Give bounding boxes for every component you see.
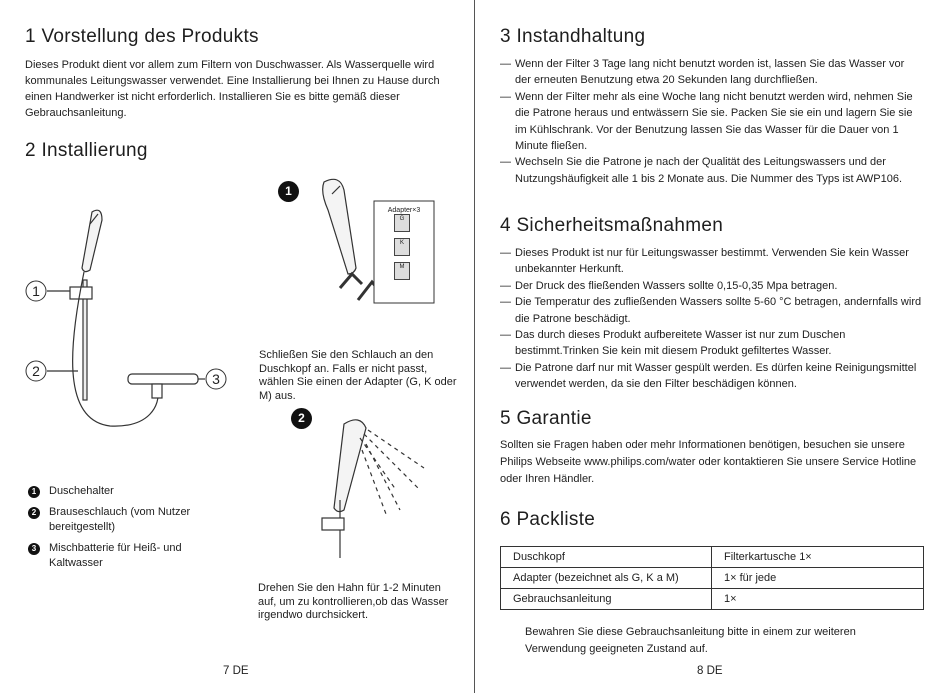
list-item: — Das durch dieses Produkt aufbereitete Wasser ist nur zum Duschen bestimmt.Trinken Sie kein mit diesem Produkt gefiltertes Wasser. bbox=[500, 327, 925, 360]
adapter-k bbox=[394, 238, 410, 256]
pack-list-table bbox=[500, 546, 924, 610]
table-cell: Filterkartusche 1× bbox=[712, 547, 924, 568]
table-row bbox=[501, 547, 924, 568]
list-item: — Wenn der Filter 3 Tage lang nicht benutzt worden ist, lassen Sie das Wasser vor der erneuten Benutzung etwa 20 Sekunden lang durchfließen. bbox=[500, 56, 920, 89]
storage-note: Bewahren Sie diese Gebrauchsanleitung bitte in einem zur weiteren Verwendung geeigneten Zustand auf. bbox=[525, 626, 856, 655]
callout-3: 3 bbox=[212, 371, 220, 387]
legend-text: Mischbatterie für Heiß- und Kaltwasser bbox=[49, 542, 182, 569]
step-1-illustration bbox=[300, 170, 460, 310]
page-number: 8 DE bbox=[697, 665, 723, 677]
parts-legend bbox=[28, 484, 219, 577]
section-1-title: 1 Vorstellung des Produkts bbox=[25, 26, 259, 47]
adapter-label: M bbox=[399, 264, 405, 270]
step-2-illustration bbox=[300, 410, 440, 560]
adapter-label: K bbox=[399, 240, 404, 246]
table-cell: Gebrauchsanleitung bbox=[501, 589, 712, 610]
section-6-title: 6 Packliste bbox=[500, 509, 596, 530]
list-item: — Wenn der Filter mehr als eine Woche lang nicht benutzt werden wird, nehmen Sie die Patrone heraus und entwässern Sie sie. Packen Sie sie ein und lagern Sie sie im Kühlschrank. Vor der Benutzung lassen Sie das Wasser für die Dauer von 1 Minute fließen. bbox=[500, 89, 920, 155]
legend-text: Brauseschlauch (vom Nutzer bereitgestellt) bbox=[49, 506, 191, 533]
adapter-label: G bbox=[399, 216, 405, 222]
section-1-text: Dieses Produkt dient vor allem zum Filtern von Duschwasser. Als Wasserquelle wird kommunales Leitungswasser verwendet. Eine Installierung bei Ihnen zu Hause durch einen Handwerker ist nicht erforderlich. Installieren Sie es bitte gemäß dieser Gebrauchsanleitung. bbox=[25, 59, 440, 119]
adapter-box-title: Adapter×3 bbox=[387, 207, 421, 214]
step-2-text: Drehen Sie den Hahn für 1-2 Minuten auf, um zu kontrollieren,ob das Wasser irgendwo durchsickert. bbox=[258, 582, 449, 621]
section-2-title: 2 Installierung bbox=[25, 140, 148, 161]
safety-list bbox=[500, 245, 925, 393]
list-item: — Wechseln Sie die Patrone je nach der Qualität des Leitungswassers und der Nutzungshäufigkeit alle 1 bis 2 Monate aus. Die Nummer des Typs ist AWP106. bbox=[500, 154, 920, 187]
table-row bbox=[501, 568, 924, 589]
table-row bbox=[501, 589, 924, 610]
adapter-m bbox=[394, 262, 410, 280]
table-cell: 1× für jede bbox=[712, 568, 924, 589]
list-item: — Die Patrone darf nur mit Wasser gespült werden. Es dürfen keine Reinigungsmittel verwendet werden, da sie den Filter beschädigen können. bbox=[500, 360, 925, 393]
adapter-g bbox=[394, 214, 410, 232]
legend-item bbox=[28, 541, 219, 571]
legend-number: 3 bbox=[28, 543, 40, 555]
table-cell: 1× bbox=[712, 589, 924, 610]
table-cell: Duschkopf bbox=[501, 547, 712, 568]
legend-item bbox=[28, 505, 209, 535]
section-5-title: 5 Garantie bbox=[500, 408, 592, 429]
step-1-text: Schließen Sie den Schlauch an den Duschkopf an. Falls er nicht passt, wählen Sie einen der Adapter (G, K oder M) aus. bbox=[259, 349, 457, 402]
step-2-badge: 2 bbox=[291, 408, 312, 429]
legend-number: 1 bbox=[28, 486, 40, 498]
legend-item bbox=[28, 484, 219, 499]
page-number: 7 DE bbox=[223, 665, 249, 677]
list-item: — Dieses Produkt ist nur für Leitungswasser bestimmt. Verwenden Sie kein Wasser unbekannter Herkunft. bbox=[500, 245, 925, 278]
legend-text: Duschehalter bbox=[49, 485, 114, 497]
step-1-badge: 1 bbox=[278, 181, 299, 202]
callout-2: 2 bbox=[32, 363, 40, 379]
table-cell: Adapter (bezeichnet als G, K a M) bbox=[501, 568, 712, 589]
section-3-title: 3 Instandhaltung bbox=[500, 26, 646, 47]
list-item: — Die Temperatur des zufließenden Wassers sollte 5-60 °C betragen, andernfalls wird die Patrone beschädigt. bbox=[500, 294, 925, 327]
legend-number: 2 bbox=[28, 507, 40, 519]
installation-diagram bbox=[0, 190, 240, 440]
callout-1: 1 bbox=[32, 283, 40, 299]
warranty-text: Sollten sie Fragen haben oder mehr Informationen benötigen, besuchen sie unsere Philips Webseite www.philips.com/water oder kontaktieren Sie unsere Service Hotline oder Ihren Händler. bbox=[500, 439, 917, 485]
list-item: — Der Druck des fließenden Wassers sollte 0,15-0,35 Mpa betragen. bbox=[500, 278, 925, 294]
maintenance-list bbox=[500, 56, 920, 187]
section-4-title: 4 Sicherheitsmaßnahmen bbox=[500, 215, 724, 236]
